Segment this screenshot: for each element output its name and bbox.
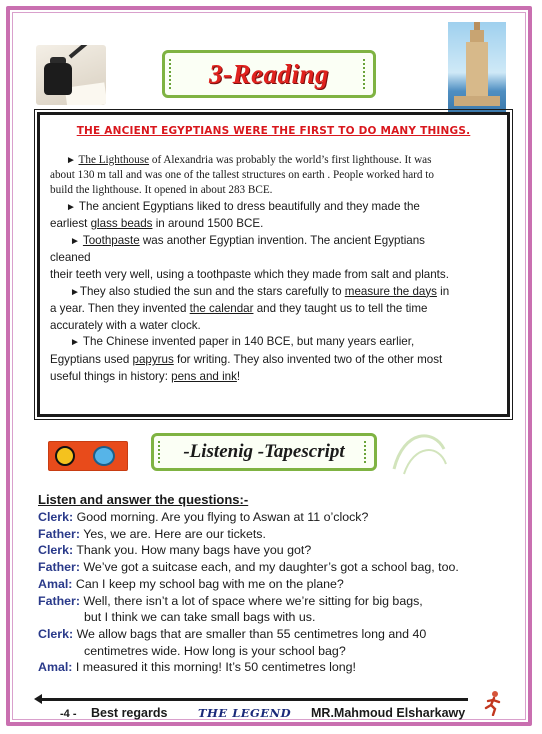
reading-title: THE ANCIENT EGYPTIANS WERE THE FIRST TO DO MANY THINGS.	[76, 125, 471, 137]
speaker: Amal:	[38, 576, 73, 591]
arrow-icon: ►	[66, 201, 76, 213]
keyword-lighthouse: The Lighthouse	[78, 154, 150, 166]
text: cleaned	[50, 251, 91, 265]
text: !	[236, 369, 241, 383]
lighthouse-icon	[448, 22, 506, 114]
line-text: Good morning. Are you flying to Aswan at 11 o’clock?	[73, 510, 369, 524]
text: in around 1500 BCE.	[152, 217, 264, 231]
book-icon	[93, 446, 115, 466]
dialogue-line	[38, 609, 508, 626]
speaker: Father:	[38, 593, 80, 608]
dialogue-line	[38, 526, 508, 543]
keyword-glass-beads: glass beads	[90, 217, 153, 231]
line-text: We allow bags that are smaller than 55 centimetres long and 40	[73, 626, 427, 641]
footer-regards: Best regards	[91, 706, 168, 720]
dialogue-line	[38, 559, 508, 576]
text: about 130 m tall and was one of the tallest structures on earth . People worked hard to	[50, 169, 435, 182]
text: Egyptians used	[50, 352, 133, 366]
dialogue-line	[38, 593, 508, 610]
dialogue-line	[38, 643, 508, 660]
text: of Alexandria was probably the world’s first lighthouse. It was	[149, 154, 432, 166]
runner-icon	[482, 690, 504, 716]
dialogue-line	[38, 576, 508, 593]
keyword-pens-ink: pens and ink	[171, 369, 237, 383]
paragraph-papyrus	[50, 334, 497, 385]
dialogue-line	[38, 542, 508, 559]
reading-passage-box	[37, 112, 510, 417]
keyword-toothpaste: Toothpaste	[82, 233, 140, 247]
listening-heading: Listen and answer the questions:-	[38, 492, 249, 507]
text: build the lighthouse. It opened in about 283 BCE.	[50, 184, 273, 197]
footer-legend: THE LEGEND	[198, 706, 292, 720]
arrow-icon: ►	[70, 235, 80, 247]
speaker: Clerk:	[38, 543, 74, 558]
speaker: Clerk:	[38, 626, 74, 641]
arrow-icon: ►	[70, 337, 80, 349]
arrow-icon: ►	[66, 155, 76, 166]
audio-icons	[48, 441, 128, 471]
listening-banner	[151, 433, 377, 471]
keyword-calendar: the calendar	[189, 302, 254, 316]
line-text: but I think we can take small bags with us.	[84, 610, 316, 625]
text: earliest	[50, 217, 91, 231]
line-text: Yes, we are. Here are our tickets.	[80, 526, 266, 541]
text: a year. Then they invented	[50, 302, 190, 316]
text: and they taught us to tell the time	[253, 302, 428, 316]
dialogue-line	[38, 626, 508, 643]
text: in	[436, 284, 450, 298]
speaker: Amal:	[38, 660, 73, 675]
footer-author: MR.Mahmoud Elsharkawy	[311, 706, 466, 720]
text: The Chinese invented paper in 140 BCE, but many years earlier,	[82, 335, 415, 349]
listening-title: -Listenig -Tapescript	[183, 441, 345, 462]
paragraph-toothpaste	[50, 233, 497, 284]
line-text: Can I keep my school bag with me on the plane?	[72, 576, 344, 591]
speaker: Clerk:	[38, 510, 74, 524]
headphones-icon	[55, 446, 75, 466]
line-text: Thank you. How many bags have you got?	[73, 543, 312, 558]
reading-banner	[162, 50, 376, 98]
speaker: Father:	[38, 526, 80, 541]
page-number: -4 -	[60, 708, 77, 720]
line-text: centimetres wide. How long is your school bag?	[84, 643, 346, 658]
dialogue-line	[38, 659, 508, 676]
swirl-decoration	[384, 419, 454, 479]
text: They also studied the sun and the stars carefully to	[79, 284, 345, 298]
line-text: I measured it this morning! It’s 50 centimetres long!	[72, 660, 356, 675]
text: for writing. They also invented two of the other most	[173, 352, 443, 366]
paragraph-glass-beads	[50, 199, 497, 233]
arrow-icon: ►	[70, 286, 80, 298]
line-text: We’ve got a suitcase each, and my daughter’s got a school bag, too.	[80, 560, 459, 575]
paragraph-calendar	[50, 284, 497, 335]
line-text: Well, there isn’t a lot of space where we’re sitting for big bags,	[80, 593, 423, 608]
paragraph-lighthouse	[50, 153, 497, 199]
text: The ancient Egyptians liked to dress beautifully and they made the	[78, 199, 420, 213]
text: was another Egyptian invention. The ancient Egyptians	[139, 233, 425, 247]
footer-divider	[38, 698, 468, 701]
text: their teeth very well, using a toothpaste which they made from salt and plants.	[50, 267, 449, 281]
text: accurately with a water clock.	[50, 318, 201, 332]
keyword-measure-days: measure the days	[344, 284, 437, 298]
dialogue-line	[38, 509, 508, 526]
speaker: Father:	[38, 560, 80, 575]
dialogue	[38, 509, 508, 676]
page-title: 3-Reading	[208, 58, 329, 89]
keyword-papyrus: papyrus	[132, 352, 174, 366]
text: useful things in history:	[50, 369, 172, 383]
ink-pen-icon	[36, 45, 106, 105]
